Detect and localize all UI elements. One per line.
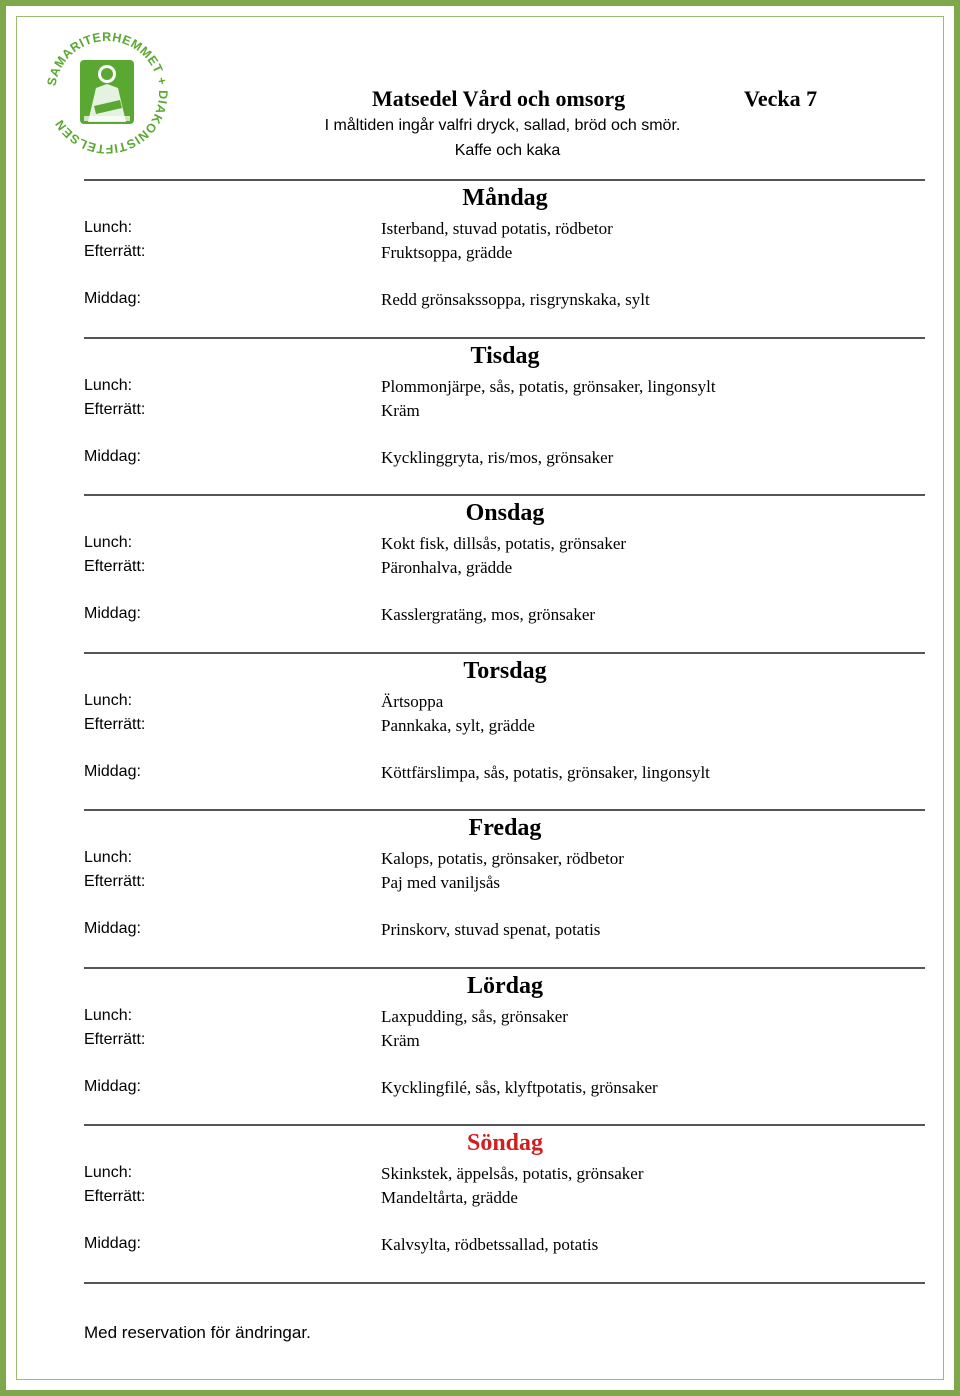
dessert-dish: Mandeltårta, grädde bbox=[381, 1188, 518, 1207]
lunch-dish: Isterband, stuvad potatis, rödbetor bbox=[381, 219, 613, 238]
dinner-dish: Kalvsylta, rödbetssallad, potatis bbox=[381, 1235, 599, 1254]
dessert-label: Efterrätt: bbox=[84, 715, 146, 733]
logo-text: SAMARITERHEMMET + DIAKONISTIFTELSEN bbox=[44, 30, 170, 156]
dessert-dish: Kräm bbox=[381, 1030, 420, 1050]
dessert-label: Efterrätt: bbox=[84, 1188, 146, 1205]
lunch-label: Lunch: bbox=[84, 1164, 133, 1181]
dinner-label: Middag: bbox=[84, 290, 141, 307]
dinner-dish: Kycklingfilé, sås, klyftpotatis, grönsaker bbox=[381, 1077, 658, 1097]
lunch-dish: Laxpudding, sås, grönsaker bbox=[381, 1006, 568, 1026]
subtitle: I måltiden ingår valfri dryck, sallad, bröd och smör. bbox=[324, 117, 681, 134]
dinner-dish: Prinskorv, stuvad spenat, potatis bbox=[381, 920, 601, 939]
dinner-dish: Kasslergratäng, mos, grönsaker bbox=[381, 605, 596, 624]
dinner-label: Middag: bbox=[84, 605, 141, 622]
lunch-dish: Plommonjärpe, sås, potatis, grönsaker, lingonsylt bbox=[381, 376, 716, 396]
lunch-label: Lunch: bbox=[84, 376, 133, 394]
day-divider bbox=[84, 809, 925, 811]
dessert-dish: Paj med vaniljsås bbox=[381, 873, 500, 892]
logo bbox=[44, 30, 170, 156]
week-number: Vecka 7 bbox=[744, 86, 818, 111]
footer-note: Med reservation för ändringar. bbox=[84, 1323, 311, 1342]
dessert-label: Efterrätt: bbox=[84, 873, 146, 890]
dessert-dish: Päronhalva, grädde bbox=[381, 558, 513, 577]
lunch-label: Lunch: bbox=[84, 219, 133, 236]
dessert-dish: Pannkaka, sylt, grädde bbox=[381, 715, 535, 735]
day-divider bbox=[84, 1124, 925, 1126]
day-heading: Onsdag bbox=[465, 500, 545, 526]
lunch-label: Lunch: bbox=[84, 1006, 133, 1024]
lunch-dish: Skinkstek, äppelsås, potatis, grönsaker bbox=[381, 1164, 644, 1183]
dinner-label: Middag: bbox=[84, 1235, 141, 1252]
dessert-label: Efterrätt: bbox=[84, 243, 146, 260]
day-divider bbox=[84, 967, 925, 969]
dinner-dish: Redd grönsakssoppa, risgrynskaka, sylt bbox=[381, 290, 650, 309]
lunch-label: Lunch: bbox=[84, 849, 133, 866]
dinner-label: Middag: bbox=[84, 762, 141, 780]
lunch-label: Lunch: bbox=[84, 691, 133, 709]
dessert-label: Efterrätt: bbox=[84, 400, 146, 418]
day-heading: Tisdag bbox=[470, 342, 540, 369]
dinner-label: Middag: bbox=[84, 1077, 141, 1095]
dessert-label: Efterrätt: bbox=[84, 1030, 146, 1048]
day-heading: Torsdag bbox=[463, 657, 547, 684]
dinner-dish: Köttfärslimpa, sås, potatis, grönsaker, lingonsylt bbox=[381, 762, 710, 782]
day-heading: Fredag bbox=[468, 815, 542, 841]
day-divider bbox=[84, 652, 925, 654]
day-heading: Lördag bbox=[466, 972, 543, 999]
dinner-dish: Kycklinggryta, ris/mos, grönsaker bbox=[381, 447, 614, 467]
dinner-label: Middag: bbox=[84, 447, 141, 465]
lunch-dish: Kokt fisk, dillsås, potatis, grönsaker bbox=[381, 534, 627, 553]
lunch-label: Lunch: bbox=[84, 534, 133, 551]
day-divider bbox=[84, 494, 925, 496]
lunch-dish: Ärtsoppa bbox=[381, 691, 444, 711]
day-divider bbox=[84, 179, 925, 181]
day-divider bbox=[84, 337, 925, 339]
dessert-dish: Fruktsoppa, grädde bbox=[381, 243, 513, 262]
day-divider bbox=[84, 1282, 925, 1284]
menu-title: Matsedel Vård och omsorg bbox=[372, 86, 626, 111]
lunch-dish: Kalops, potatis, grönsaker, rödbetor bbox=[381, 849, 624, 868]
day-heading: Söndag bbox=[466, 1130, 544, 1156]
dinner-label: Middag: bbox=[84, 920, 141, 937]
dessert-label: Efterrätt: bbox=[84, 558, 146, 575]
day-heading: Måndag bbox=[462, 185, 548, 211]
dessert-dish: Kräm bbox=[381, 400, 420, 420]
title-row bbox=[372, 86, 872, 116]
subtitle-coffee: Kaffe och kaka bbox=[454, 142, 561, 159]
